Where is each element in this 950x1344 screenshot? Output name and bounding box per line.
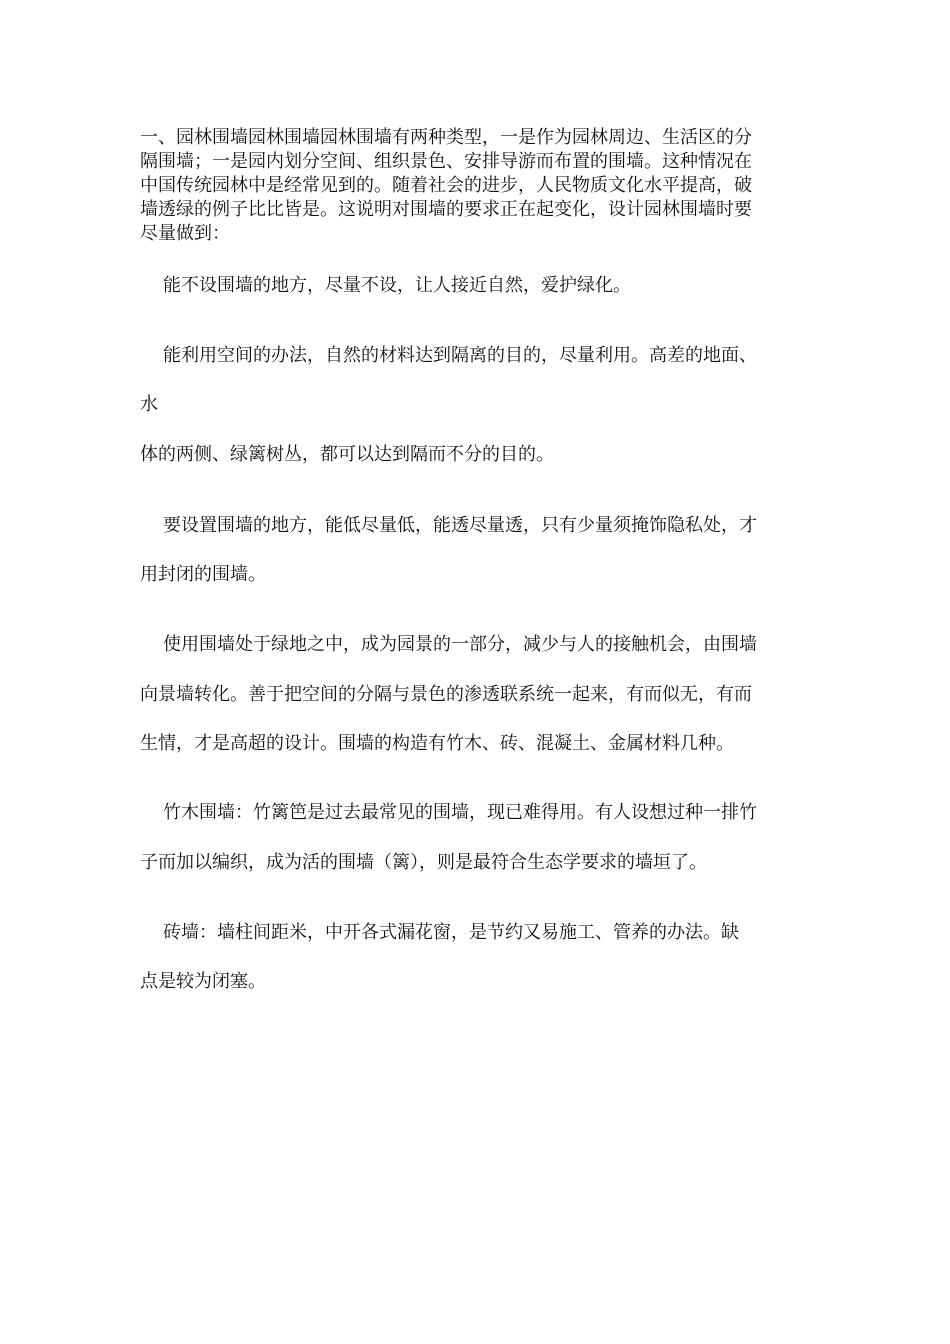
paragraph-line: 能利用空间的办法，自然的材料达到隔离的目的，尽量利用。高差的地面、 <box>163 345 757 366</box>
paragraph-line: 能不设围墙的地方，尽量不设，让人接近自然，爱护绿化。 <box>163 275 631 296</box>
paragraph-line: 要设置围墙的地方，能低尽量低，能透尽量透，只有少量须掩饰隐私处，才 <box>163 515 757 536</box>
paragraph-line: 竹木围墙：竹篱笆是过去最常见的围墙，现已难得用。有人设想过种一排竹 <box>163 802 757 823</box>
paragraph-line: 用封闭的围墙。 <box>140 564 266 585</box>
intro-line: 一、园林围墙园林围墙园林围墙有两种类型，一是作为园林周边、生活区的分 <box>140 127 752 148</box>
paragraph-line: 使用围墙处于绿地之中，成为园景的一部分，减少与人的接触机会，由围墙 <box>163 634 757 655</box>
intro-line: 墙透绿的例子比比皆是。这说明对围墙的要求正在起变化，设计园林围墙时要 <box>140 199 752 220</box>
paragraph-line: 点是较为闭塞。 <box>140 971 266 992</box>
paragraph-line: 水 <box>140 394 158 415</box>
paragraph-line: 生情，才是高超的设计。围墙的构造有竹木、砖、混凝土、金属材料几种。 <box>140 733 734 754</box>
paragraph-line: 子而加以编织，成为活的围墙（篱），则是最符合生态学要求的墙垣了。 <box>140 852 707 873</box>
paragraph-line: 向景墙转化。善于把空间的分隔与景色的渗透联系统一起来，有而似无，有而 <box>140 684 752 705</box>
paragraph-line: 砖墙：墙柱间距米，中开各式漏花窗，是节约又易施工、管养的办法。缺 <box>163 922 739 943</box>
intro-line: 中国传统园林中是经常见到的。随着社会的进步，人民物质文化水平提高，破 <box>140 175 752 196</box>
intro-line: 隔围墙；一是园内划分空间、组织景色、安排导游而布置的围墙。这种情况在 <box>140 151 752 172</box>
paragraph-line: 体的两侧、绿篱树丛，都可以达到隔而不分的目的。 <box>140 444 554 465</box>
intro-line: 尽量做到： <box>140 223 230 244</box>
